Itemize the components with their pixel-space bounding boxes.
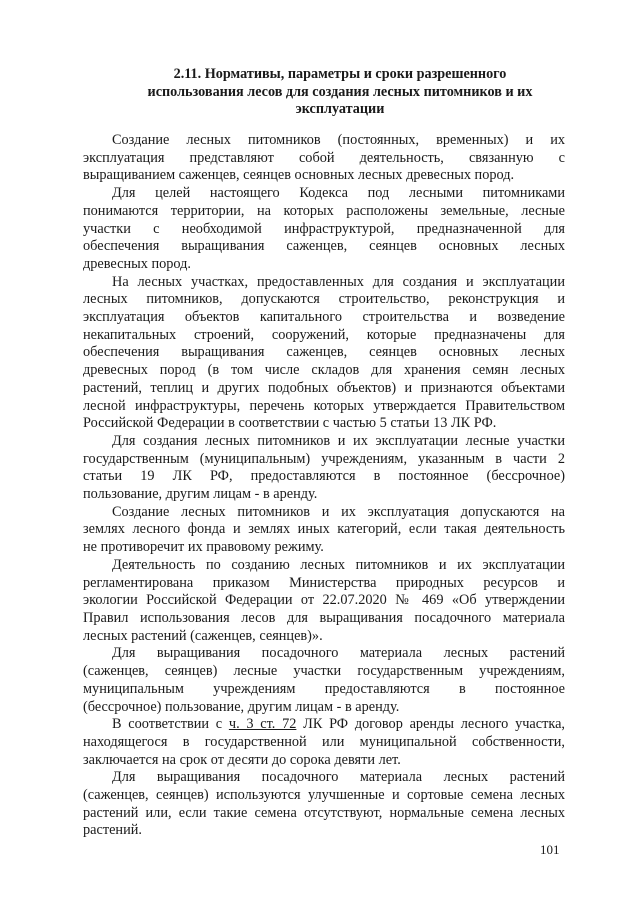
text-line: статьи 19 ЛК РФ, предоставляются в постоянное (бессрочное)	[83, 468, 565, 485]
text-line: находящегося в государственной или муниципальной собственности,	[83, 733, 565, 750]
text-line: лесных растений (саженцев, сеянцев)».	[83, 627, 323, 644]
text-line: Российской Федерации в соответствии с частью 5 статьи 13 ЛК РФ.	[83, 415, 497, 432]
paragraph	[83, 132, 565, 185]
text-line: пользование, другим лицам - в аренду.	[83, 486, 318, 503]
law-reference-link[interactable]: ч. 3 ст. 72	[228, 716, 297, 733]
text-line: лесной инфраструктуры, перечень которых утверждается Правительством	[83, 397, 565, 414]
paragraph	[83, 769, 565, 840]
text-line: (бессрочное) пользование, другим лицам - в аренду.	[83, 698, 400, 715]
page-number: 101	[540, 842, 560, 857]
paragraph	[83, 716, 565, 769]
text-line: участки с необходимой инфраструктурой, предназначенной для	[83, 220, 565, 237]
text-line: растений или, если такие семена отсутствуют, нормальные семена лесных	[83, 804, 565, 821]
text-line: (саженцев, сеянцев) используются улучшенные и сортовые семена лесных	[83, 787, 565, 804]
text-line: муниципальным учреждениям предоставляются в постоянное	[83, 680, 565, 697]
paragraph	[83, 557, 565, 646]
text-line: некапитальных строений, сооружений, которые предназначены для	[83, 326, 565, 343]
text-line: (саженцев, сеянцев) лесные участки государственным учреждениям,	[83, 663, 565, 680]
text-line: растений.	[83, 822, 142, 839]
paragraph	[83, 185, 565, 274]
text-line: Для создания лесных питомников и их эксплуатации лесные участки	[112, 432, 565, 449]
paragraph	[83, 645, 565, 716]
text-line: регламентирована приказом Министерства природных ресурсов и	[83, 574, 565, 591]
text-line: Деятельность по созданию лесных питомников и их эксплуатации	[112, 556, 565, 573]
paragraph	[83, 504, 565, 557]
text-line: эксплуатация объектов капитального строительства и возведение	[83, 309, 565, 326]
text-line	[83, 716, 565, 734]
text-fragment: В соответствии с	[112, 716, 229, 733]
text-line: заключается на срок от десяти до сорока девяти лет.	[83, 751, 401, 768]
text-line: не противоречит их правовому режиму.	[83, 539, 324, 556]
text-line: Для целей настоящего Кодекса под лесными питомниками	[112, 185, 565, 202]
paragraph	[83, 274, 565, 433]
text-line: государственным (муниципальным) учреждениям, указанным в части 2	[83, 450, 565, 467]
heading-line: 2.11. Нормативы, параметры и сроки разрешенного	[173, 66, 507, 82]
text-line: выращиванием саженцев, сеянцев основных лесных древесных пород.	[83, 167, 515, 184]
text-fragment: ЛК РФ договор аренды лесного участка,	[296, 716, 565, 733]
paragraph	[83, 433, 565, 504]
heading-line: использования лесов для создания лесных питомников и их	[147, 83, 533, 100]
text-line: лесных питомников, допускаются строительство, реконструкция и	[83, 291, 565, 308]
text-line: землях лесного фонда и землях иных категорий, если такая деятельность	[83, 521, 565, 538]
text-line: обеспечения выращивания саженцев, сеянцев основных лесных	[83, 238, 565, 255]
text-line: Для выращивания посадочного материала лесных растений	[112, 645, 565, 662]
heading-line: эксплуатации	[295, 101, 385, 117]
text-line: Правил использования лесов для выращивания посадочного материала	[83, 609, 565, 626]
body-text	[83, 132, 565, 840]
text-line: экологии Российской Федерации от 22.07.2020 № 469 «Об утверждении	[83, 592, 565, 609]
text-line: На лесных участках, предоставленных для создания и эксплуатации	[112, 273, 565, 290]
text-line: понимаются территории, на которых расположены земельные, лесные	[83, 202, 565, 219]
text-line: Для выращивания посадочного материала лесных растений	[112, 769, 565, 786]
text-line: эксплуатация представляют собой деятельность, связанную с	[83, 149, 565, 166]
text-line: древесных пород.	[83, 255, 191, 272]
text-line: древесных пород (в том числе складов для хранения семян лесных	[83, 362, 565, 379]
text-line: растений, теплиц и других подобных объектов) и признаются объектами	[83, 379, 565, 396]
section-heading	[120, 66, 560, 119]
text-line: обеспечения выращивания саженцев, сеянцев основных лесных	[83, 344, 565, 361]
text-line: Создание лесных питомников (постоянных, временных) и их	[112, 132, 565, 148]
text-line: Создание лесных питомников и их эксплуатация допускаются на	[112, 503, 565, 520]
